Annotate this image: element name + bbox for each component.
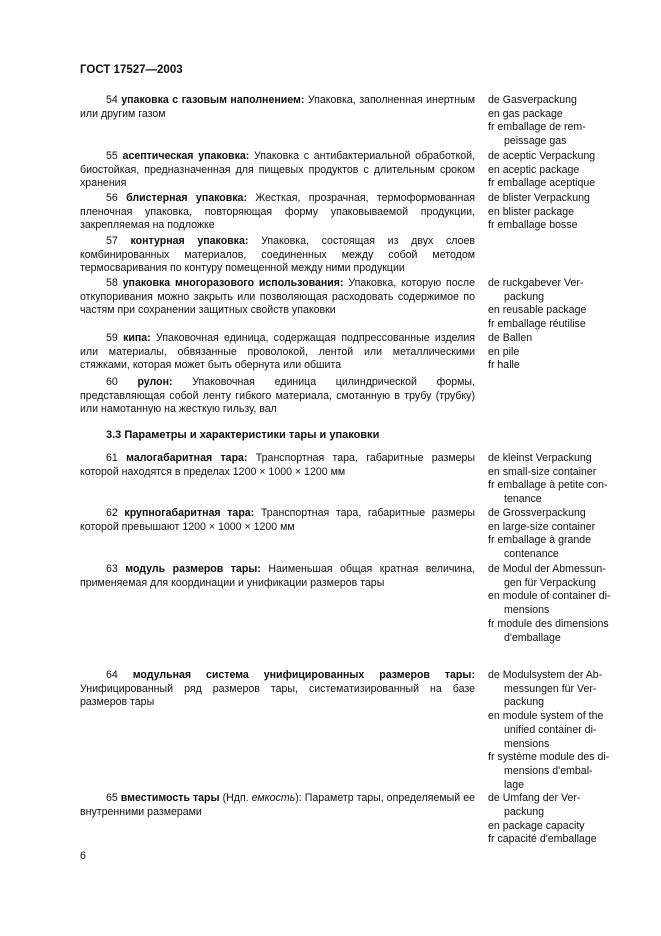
entry-number: 58 (106, 277, 123, 289)
entry-term: блистерная упаковка: (126, 192, 247, 204)
terms-list (80, 94, 630, 852)
foreign-equivalents (488, 669, 630, 792)
entry-number: 61 (106, 452, 127, 464)
foreign-term-line: de aceptic Verpackung (488, 150, 596, 162)
entry-term: упаковка с газовым наполнением: (121, 94, 305, 106)
entry-number: 57 (106, 235, 131, 247)
foreign-term-line: fr capacité d'emballage (488, 833, 597, 846)
entry-number: 62 (106, 507, 125, 519)
foreign-equivalents (488, 563, 630, 645)
entry-note-label: (Ндп. (219, 792, 252, 805)
foreign-term-line: fr emballage bosse (488, 219, 578, 232)
foreign-term-line: en aceptic package (488, 163, 580, 176)
entry-definition: Наименьшая общая кратная величина, применяемая для координации и унификации размеров тары (80, 563, 475, 589)
foreign-term-line: fr emballage à grande (488, 534, 592, 547)
foreign-term-line: en small-size container (488, 465, 597, 478)
entry-definition: Упаковка, состоящая из двух слоев комбинированных материалов, соединенных между собой методом термосваривания по контуру помещенной между ними продукции (80, 235, 475, 275)
foreign-term-line: fr système module des di- (488, 751, 610, 764)
entry-term: упаковка многоразового использования: (122, 277, 344, 289)
entry-number: 64 (106, 669, 133, 681)
entry-term: асептическая упаковка: (122, 150, 250, 162)
foreign-term-line: en package capacity (488, 819, 585, 832)
document-header: ГОСТ 17527—2003 (80, 64, 183, 76)
entry-text (80, 507, 475, 534)
foreign-term-line: de Modulsystem der Ab- (488, 669, 603, 681)
term-entry-62 (80, 507, 630, 563)
term-entry-56 (80, 192, 630, 235)
foreign-equivalents (488, 150, 630, 191)
foreign-equivalents (488, 94, 630, 149)
foreign-term-line: en module system of the (488, 710, 604, 723)
foreign-term-line: mensions d'embal- (504, 764, 593, 777)
entry-definition: Унифицированный ряд размеров тары, систематизированный на базе размеров тары (80, 682, 475, 709)
foreign-equivalents (488, 452, 630, 507)
entry-term: модуль размеров тары: (125, 563, 261, 575)
entry-text (80, 235, 475, 276)
entry-number: 56 (106, 192, 127, 204)
foreign-term-line: de blister Verpackung (488, 192, 590, 204)
entry-text (80, 150, 475, 191)
term-entry-55 (80, 150, 630, 192)
term-entry-57 (80, 235, 630, 277)
entry-term: рулон: (137, 376, 173, 388)
entry-definition: ): Параметр тары, определяемый ее внутренними размерами (80, 792, 475, 819)
foreign-term-line: tenance (504, 493, 542, 506)
entry-definition: Жесткая, прозрачная, термоформованная пленочная упаковка, повторяющая форму упаковываемой продукции, закрепляемая на подложке (80, 192, 476, 232)
foreign-term-line: gen für Verpackung (504, 576, 596, 589)
entry-number: 59 (106, 332, 124, 344)
foreign-term-line: en module of container di- (488, 590, 611, 603)
entry-text (80, 376, 475, 417)
entry-term: кипа: (123, 332, 151, 344)
foreign-term-line: fr module des dimensions (488, 617, 609, 630)
foreign-term-line: fr emballage de rem- (488, 121, 586, 134)
foreign-term-line: de Modul der Abmessun- (488, 563, 606, 575)
entry-definition: Упаковочная единица цилиндрической формы, представляющая собой ленту гибкого материала, смотанную в трубу (трубку) или намотанную на жесткую гильзу, вал (80, 376, 475, 416)
entry-definition: Транспортная тара, габаритные размеры которой находятся в пределах 1200 × 1000 × 1200 мм (80, 452, 476, 478)
foreign-term-line: de kleinst Verpackung (488, 452, 592, 464)
entry-text (80, 192, 475, 233)
entry-definition: Упаковка, которую после откупоривания можно закрыть или позволяющая расходовать содержимое по частям при сохранении защитных свойств упаковки (80, 277, 475, 317)
foreign-term-line: en gas package (488, 107, 563, 120)
section-heading: 3.3 Параметры и характеристики тары и упаковки (106, 429, 380, 441)
entry-definition: Упаковка, заполненная инертным или другим газом (80, 94, 475, 120)
foreign-term-line: lage (504, 778, 525, 791)
entry-text (80, 452, 475, 479)
entry-definition: Упаковочная единица, содержащая подпрессованные изделия или материалы, обвязанные проволокой, лентой или металлическими стяжками, которая может быть обернута или обшита (80, 332, 476, 372)
term-entry-59 (80, 332, 630, 376)
entry-term: вместимость тары (120, 792, 220, 805)
entry-number: 65 (106, 792, 121, 805)
foreign-equivalents (488, 792, 630, 847)
foreign-term-line: unified container di- (504, 723, 597, 736)
entry-term: контурная упаковка: (130, 235, 249, 247)
entry-number: 54 (106, 94, 122, 106)
term-entry-64 (80, 669, 630, 792)
foreign-term-line: peissage gas (504, 135, 567, 148)
term-entry-54 (80, 94, 630, 150)
entry-number: 60 (106, 376, 138, 388)
entry-text (80, 94, 475, 121)
foreign-term-line: en reusable package (488, 304, 587, 317)
entry-definition: Упаковка с антибактериальной обработкой, биостойкая, предназначенная для пищевых продуктов с длительным сроком хранения (80, 150, 476, 190)
foreign-equivalents (488, 192, 630, 233)
entry-term: модульная система унифицированных размеров тары: (132, 669, 475, 681)
foreign-term-line: fr emballage réutilise (488, 318, 586, 331)
entry-number: 63 (106, 563, 126, 575)
foreign-term-line: de Umfang der Ver- (488, 792, 581, 805)
entry-text (80, 669, 475, 710)
foreign-term-line: packung (504, 806, 545, 819)
foreign-term-line: de ruckgabever Ver- (488, 277, 584, 289)
entry-text (80, 563, 475, 590)
foreign-term-line: packung (504, 696, 545, 709)
entry-term: малогабаритная тара: (126, 452, 248, 464)
foreign-equivalents (488, 277, 630, 332)
foreign-term-line: en blister package (488, 205, 574, 218)
foreign-term-line: d'emballage (504, 631, 561, 644)
foreign-term-line: messungen für Ver- (504, 682, 597, 695)
term-entry-58 (80, 277, 630, 332)
term-entry-65 (80, 792, 630, 852)
foreign-term-line: mensions (504, 604, 550, 617)
foreign-term-line: mensions (504, 737, 550, 750)
foreign-equivalents (488, 507, 630, 562)
foreign-term-line: de Grossverpackung (488, 507, 586, 519)
entry-text (80, 332, 475, 373)
entry-text (80, 792, 475, 819)
foreign-term-line: en pile (488, 345, 520, 358)
foreign-term-line: packung (504, 290, 545, 303)
entry-definition: Транспортная тара, габаритные размеры которой превышают 1200 × 1000 × 1200 мм (80, 507, 475, 533)
entry-number: 55 (106, 150, 123, 162)
foreign-term-line: contenance (504, 548, 559, 561)
foreign-term-line: fr emballage à petite con- (488, 479, 608, 492)
foreign-term-line: de Ballen (488, 332, 533, 344)
foreign-term-line: fr emballage aceptique (488, 177, 596, 190)
entry-text (80, 277, 475, 318)
term-entry-60 (80, 376, 630, 428)
foreign-term-line: fr halle (488, 359, 520, 372)
foreign-term-line: en large-size container (488, 520, 596, 533)
term-entry-63 (80, 563, 630, 669)
foreign-term-line: de Gasverpackung (488, 94, 577, 106)
term-entry-61 (80, 452, 630, 507)
page-number: 6 (80, 850, 86, 862)
foreign-equivalents (488, 332, 630, 373)
entry-deprecated-term: емкость (251, 792, 296, 805)
entry-term: крупногабаритная тара: (124, 507, 255, 519)
